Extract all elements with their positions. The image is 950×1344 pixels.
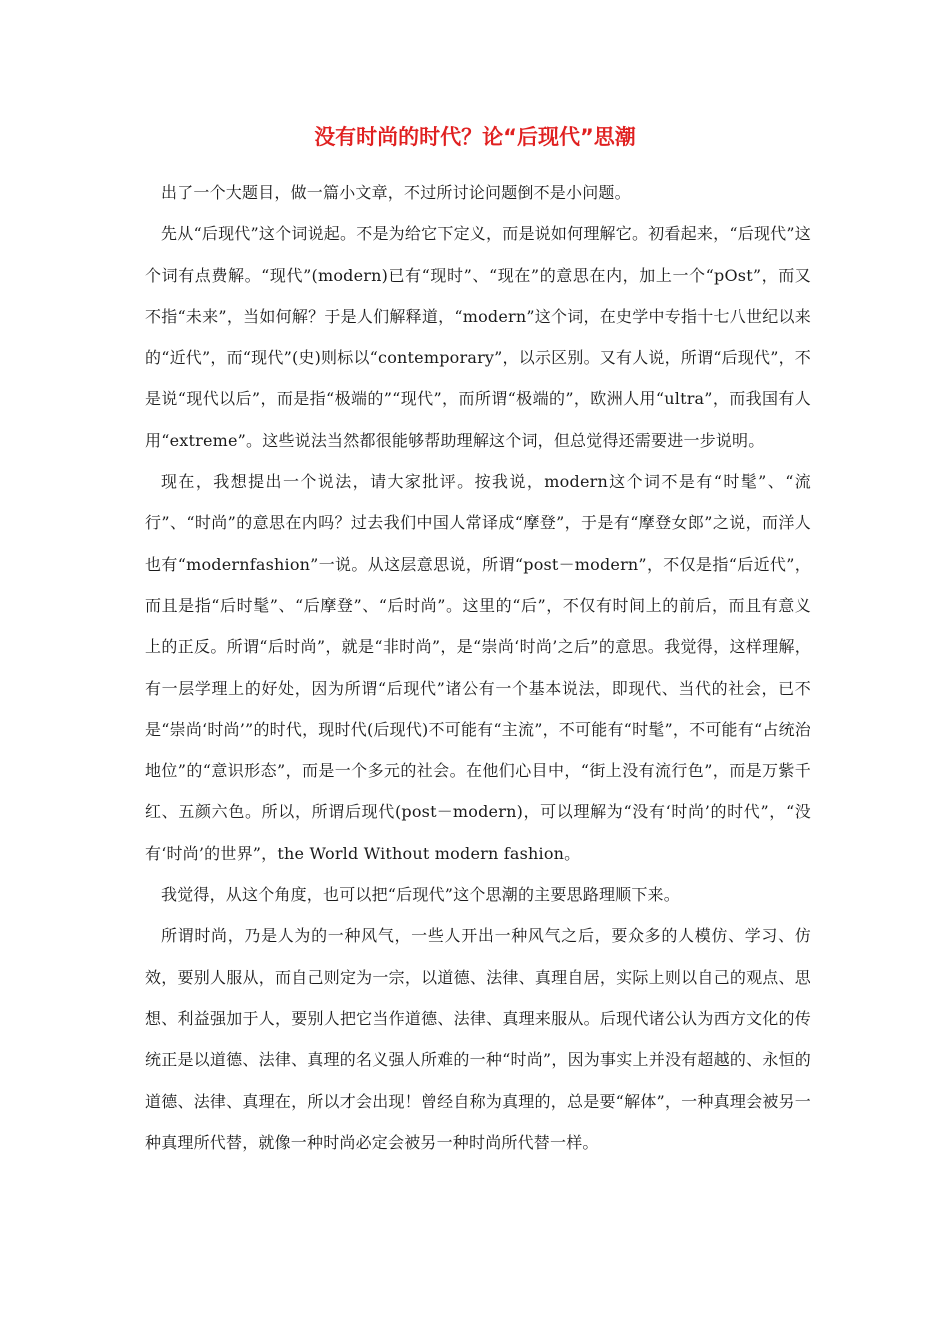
paragraph-1: 出了一个大题目，做一篇小文章，不过所讨论问题倒不是小问题。 bbox=[161, 183, 631, 202]
paragraph-4: 我觉得，从这个角度，也可以把“后现代”这个思潮的主要思路理顺下来。 bbox=[161, 885, 680, 905]
document-body bbox=[145, 172, 811, 1163]
document-title: 没有时尚的时代？论“后现代”思潮 bbox=[314, 125, 636, 149]
paragraph-3: 现在，我想提出一个说法，请大家批评。按我说，modern这个词不是有“时髦”、“流行”、“时尚”的意思在内吗？过去我们中国人常译成“摩登”，于是有“摩登女郎”之说，而洋人也有“modernfashion”一说。从这层意思说，所谓“post－modern”，不仅是指“后近代”，而且是指“后时髦”、“后摩登”、“后时尚”。这里的“后”，不仅有时间上的前后，而且有意义上的正反。所谓“后时尚”，就是“非时尚”，是“崇尚‘时尚’之后”的意思。我觉得，这样理解，有一层学理上的好处，因为所谓“后现代”诸公有一个基本说法，即现代、当代的社会，已不是“崇尚‘时尚’”的时代，现时代(后现代)不可能有“主流”，不可能有“时髦”，不可能有“占统治地位”的“意识形态”，而是一个多元的社会。在他们心目中，“街上没有流行色”，而是万紫千红、五颜六色。所以，所谓后现代(post－modern)，可以理解为“没有‘时尚’的时代”，“没有‘时尚’的世界”，the World Without modern fashion。 bbox=[145, 472, 811, 863]
paragraph-2: 先从“后现代”这个词说起。不是为给它下定义，而是说如何理解它。初看起来，“后现代”这个词有点费解。“现代”(modern)已有“现时”、“现在”的意思在内，加上一个“pOst”，而又不指“未来”，当如何解？于是人们解释道，“modern”这个词，在史学中专指十七八世纪以来的“近代”，而“现代”(史)则标以“contemporary”，以示区别。又有人说，所谓“后现代”，不是说“现代以后”，而是指“极端的”“现代”，而所谓“极端的”，欧洲人用“ultra”，而我国有人用“extreme”。这些说法当然都很能够帮助理解这个词，但总觉得还需要进一步说明。 bbox=[145, 224, 811, 450]
paragraph-5: 所谓时尚，乃是人为的一种风气，一些人开出一种风气之后，要众多的人模仿、学习、仿效，要别人服从，而自己则定为一宗，以道德、法律、真理自居，实际上则以自己的观点、思想、利益强加于人，要别人把它当作道德、法律、真理来服从。后现代诸公认为西方文化的传统正是以道德、法律、真理的名义强人所难的一种“时尚”，因为事实上并没有超越的、永恒的道德、法律、真理在，所以才会出现！曾经自称为真理的，总是要“解体”，一种真理会被另一种真理所代替，就像一种时尚必定会被另一种时尚所代替一样。 bbox=[145, 926, 811, 1152]
